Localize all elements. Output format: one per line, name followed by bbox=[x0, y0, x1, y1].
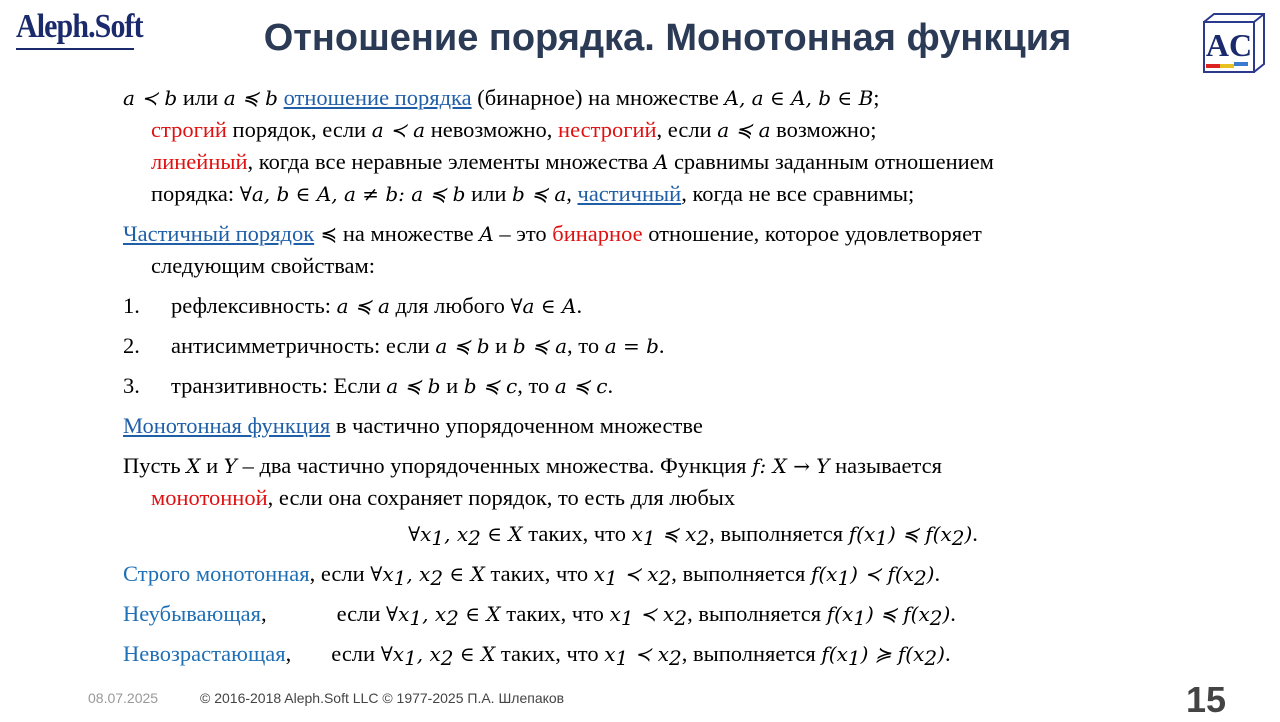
page-number: 15 bbox=[1186, 679, 1227, 720]
cube-logo-letters: AC bbox=[1205, 27, 1253, 63]
line-order-relation: a ≺ b или a ≼ b отношение порядка (бинарное) на множестве A, a ∈ A, b ∈ B; bbox=[123, 85, 880, 110]
line-properties: следующим свойствам: bbox=[151, 253, 376, 278]
line-monotone-def-cont: монотонной, если она сохраняет порядок, то есть для любых bbox=[151, 485, 736, 510]
line-partial-order-def: порядка: ∀a, b ∈ A, a ≠ b: a ≼ b или b ≼ a, частичный, когда не все сравнимы; bbox=[151, 181, 915, 206]
list-item-transitivity: 3. транзитивность: Если a ≼ b и b ≼ c, то a ≼ c. bbox=[123, 373, 614, 398]
row-strictly-monotone: Строго монотонная, если $\forall x_1$, $x_2$ ∈ X таких, что $x_1$ ≺ $x_2$, выполняется $f(x_1)$ ≺ $f(x_2)$. bbox=[123, 561, 941, 590]
slide-content bbox=[123, 82, 1263, 670]
cube-logo-icon bbox=[1202, 12, 1266, 76]
formula-monotone: $\forall x_1$, $x_2$ ∈ X таких, что $x_1$ ≼ $x_2$, выполняется $f(x_1)$ ≼ $f(x_2)$. bbox=[408, 521, 978, 550]
line-linear-order: линейный, когда все неравные элементы множества A сравнимы заданным отношением bbox=[151, 149, 994, 174]
row-non-increasing: Невозрастающая, если $\forall x_1$, $x_2$ ∈ X таких, что $x_1$ ≺ $x_2$, выполняется $f(x_1)$ ≽ $f(x_2)$. bbox=[123, 641, 951, 670]
list-item-antisymmetry: 2. антисимметричность: если a ≼ b и b ≼ a, то a = b. bbox=[123, 333, 665, 358]
line-monotone-heading: Монотонная функция в частично упорядоченном множестве bbox=[123, 413, 703, 438]
footer-copyright: © 2016-2018 Aleph.Soft LLC © 1977-2025 П.А. Шлепаков bbox=[200, 690, 565, 706]
row-non-decreasing: Неубывающая, если $\forall x_1$, $x_2$ ∈ X таких, что $x_1$ ≺ $x_2$, выполняется $f(x_1)$ ≼ $f(x_2)$. bbox=[123, 601, 956, 630]
partial-link[interactable]: частичный bbox=[577, 181, 682, 206]
order-relation-link[interactable]: отношение порядка bbox=[283, 85, 472, 110]
list-item-reflexivity: 1. рефлексивность: a ≼ a для любого ∀a ∈ A. bbox=[123, 293, 583, 318]
line-strict-order: строгий порядок, если a ≺ a невозможно, нестрогий, если a ≼ a возможно; bbox=[151, 117, 877, 142]
partial-order-link[interactable]: Частичный порядок bbox=[123, 221, 315, 246]
line-monotone-def: Пусть X и Y – два частично упорядоченных множества. Функция f: X → Y называется bbox=[123, 453, 942, 478]
slide-title: Отношение порядка. Монотонная функция bbox=[263, 17, 1072, 59]
aleph-soft-logo: Aleph.Soft bbox=[16, 8, 143, 45]
line-partial-order: Частичный порядок ≼ на множестве A – это бинарное отношение, которое удовлетворяет bbox=[123, 221, 982, 246]
footer-date: 08.07.2025 bbox=[88, 690, 159, 706]
monotone-function-link[interactable]: Монотонная функция bbox=[123, 413, 331, 438]
